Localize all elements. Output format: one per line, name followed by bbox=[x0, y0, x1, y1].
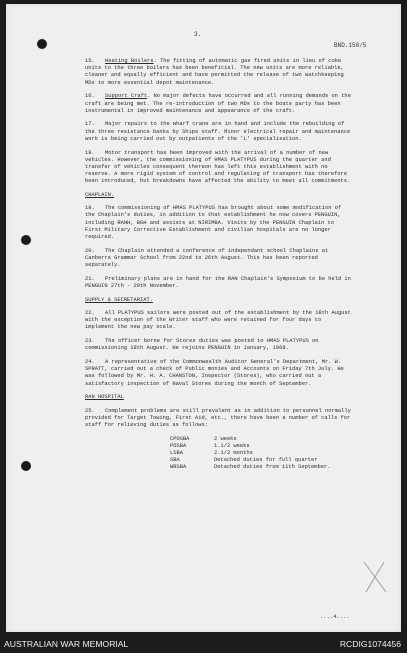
paragraph-text: The officer borne for Stores duties was posted to HMAS PLATYPUS on commissioning 18th August. He rejoins PENGUIN in January, 1968. bbox=[85, 338, 319, 352]
paragraph-text: The commissioning of HMAS PLATYPUS has brought about some modification of the Chaplain's duties, in addition to that establishment he now covers PENGUIN, including RANH, BGH and assists at NIRIMBA. Visits by the PENGUIN Chaplain to First Military Corrective Establishment and civilian hospitals are no longer required. bbox=[85, 205, 342, 241]
paragraph-heading: Heating Boilers bbox=[105, 58, 154, 64]
document-page bbox=[6, 4, 401, 632]
paragraph-number: 19. bbox=[85, 205, 95, 212]
section-heading: SUPPLY & SECRETARIAT. bbox=[85, 296, 153, 303]
paragraph-number: 15. bbox=[85, 58, 95, 64]
paragraph-text: Complement problems are still prevalent as in addition to personnel normally provided for Target Towing, First Aid, etc., there have been a number of calls for staff for relieving duties as follows: bbox=[85, 407, 351, 428]
section-heading: RAN HOSPITAL bbox=[85, 394, 124, 401]
rating-cell: LSBA bbox=[170, 450, 183, 457]
paragraph bbox=[85, 93, 353, 115]
paragraph bbox=[85, 121, 353, 143]
paragraph bbox=[85, 359, 353, 388]
duty-cell: 2 weeks bbox=[214, 435, 237, 442]
paragraph-number: 23. bbox=[85, 338, 95, 345]
duty-cell: Detached duties for full quarter bbox=[214, 457, 318, 464]
paragraph-number: 18. bbox=[85, 149, 95, 156]
paragraph bbox=[85, 338, 353, 352]
paragraph bbox=[85, 58, 353, 87]
file-reference: BND.150/5 bbox=[334, 42, 367, 49]
document-body bbox=[85, 58, 353, 472]
paragraph-text: The Chaplain attended a conference of independant school Chaplains at Canberra Grammar School from 22nd to 26th August. This has been reported separately. bbox=[85, 247, 329, 269]
archive-name: AUSTRALIAN WAR MEMORIAL bbox=[4, 639, 129, 649]
rating-cell: SBA bbox=[170, 457, 180, 464]
page-number: 3. bbox=[194, 31, 202, 38]
punch-hole bbox=[21, 235, 31, 245]
paragraph-number: 24. bbox=[85, 359, 95, 365]
paragraph-number: 22. bbox=[85, 309, 95, 316]
paragraph-text: A representative of the Commonwealth Auditor General's Department, Mr. W. SPRATT, carried out a check of Public monies and Accounts on Friday 7th July. He was followed by Mr. H. A. CHANSTON, Inspector (Stores), who carried out a satisfactory inspection of Naval Stores during the month of September. bbox=[85, 359, 344, 387]
table-row bbox=[170, 450, 353, 457]
rating-cell: POSBA bbox=[170, 442, 187, 449]
paragraph-number: 21. bbox=[85, 275, 95, 282]
relief-duty-table bbox=[170, 436, 353, 472]
paragraph-number: 25. bbox=[85, 407, 95, 414]
rating-cell: CPOSBA bbox=[170, 435, 190, 442]
paragraph-number: 20. bbox=[85, 247, 95, 254]
paragraph bbox=[85, 248, 353, 270]
table-row bbox=[170, 464, 353, 471]
paragraph-text: Motor transport has been improved with the arrival of a number of new vehicles. However, the commissioning of HMAS PLATYPUS during the quarter and transfer of vehicles consequent thereon has left this establishment with no reserve. A more rigid system of control and regulating of transport has therefore been introduced, but breakdowns have affected the ability to meet all commitments. bbox=[85, 149, 351, 185]
rating-cell: WRSBA bbox=[170, 464, 187, 471]
duty-cell: 2.1/2 months bbox=[214, 450, 253, 457]
paragraph-number: 17. bbox=[85, 121, 95, 128]
archive-footer bbox=[0, 636, 407, 653]
continuation-marker: ....4.... bbox=[320, 613, 350, 620]
archive-id: RCDIG1074456 bbox=[339, 639, 401, 649]
table-row bbox=[170, 457, 353, 464]
paragraph-text: Preliminary plans are in hand for the RAN Chaplain's Symposium to be held in PENGUIN 27th - 29th November. bbox=[85, 275, 351, 290]
pencil-cross-mark bbox=[362, 560, 388, 594]
paragraph bbox=[85, 150, 353, 186]
paragraph-number: 16. bbox=[85, 93, 95, 100]
table-row bbox=[170, 443, 353, 450]
paragraph bbox=[85, 276, 353, 290]
punch-hole bbox=[37, 39, 47, 49]
punch-hole bbox=[21, 461, 31, 471]
paragraph-text: . The fitting of automatic gas fired units in lieu of coke units to the three boilers has been beneficial. The new units are more reliable, cleaner and equally efficient and have permitted the release of two watchkeeping MDs to more essential depot maintenance. bbox=[85, 58, 344, 86]
paragraph bbox=[85, 205, 353, 241]
duty-cell: 1.1/2 weeks bbox=[214, 442, 250, 449]
paragraph bbox=[85, 310, 353, 332]
paragraph-heading: Support Craft bbox=[105, 93, 148, 100]
paragraph bbox=[85, 408, 353, 430]
section-heading: CHAPLAIN. bbox=[85, 192, 115, 199]
table-row bbox=[170, 436, 353, 443]
paragraph-text: All PLATYPUS sailors were posted out of the establishment by the 18th August with the exception of the Writer staff who were retained for four days to implement the new pay scale. bbox=[85, 309, 351, 331]
duty-cell: Detached duties from 11th September. bbox=[214, 464, 331, 471]
paragraph-text: Major repairs to the wharf crane are in hand and include the rebuilding of the three resistance banks by Ships staff. Minor electrical repair and maintenance work is being carried out by outpatients of the 'L' specialisation. bbox=[85, 121, 351, 142]
paragraph-text: . No major defects have occurred and all running demands on the craft are being met. The re-introduction of two MDs to the boats party has been instrumental in improved maintenance and appearance of the craft. bbox=[85, 93, 351, 114]
